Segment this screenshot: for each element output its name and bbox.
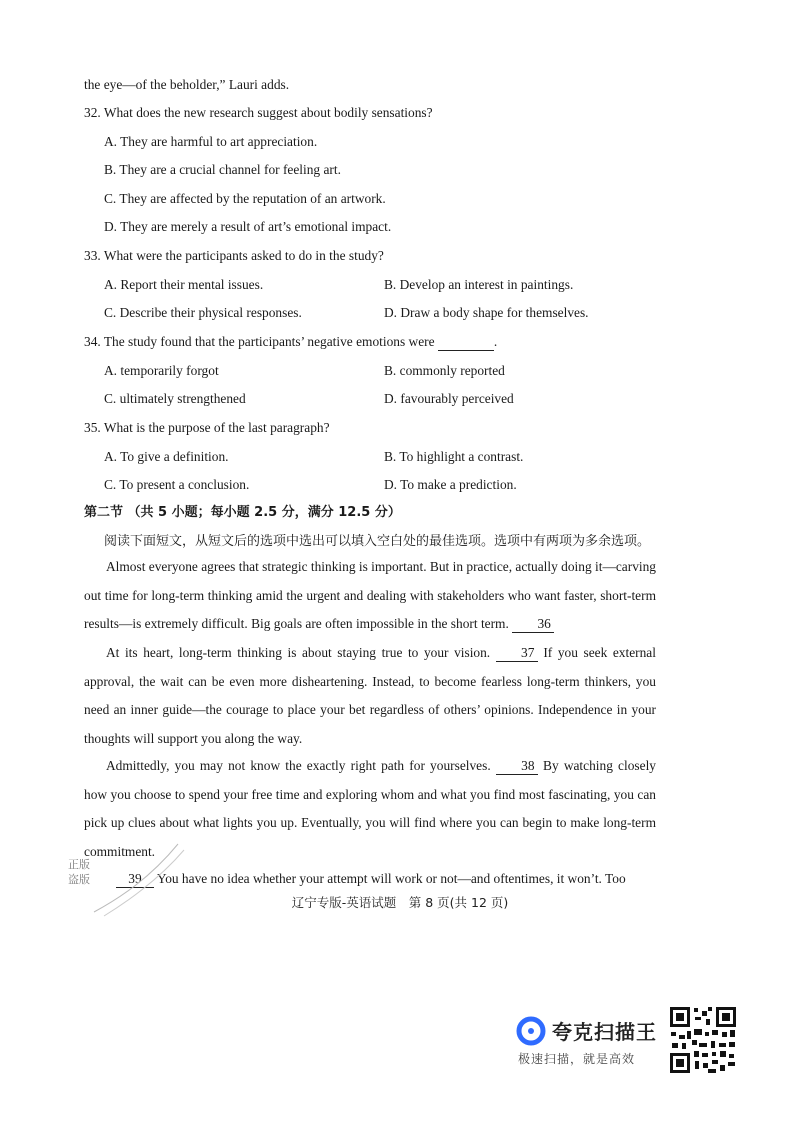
question-34-stem — [84, 333, 497, 351]
stamp-line-1: 正版 — [68, 858, 90, 871]
question-32-option-d[interactable]: D. They are merely a result of art’s emotional impact. — [104, 219, 392, 234]
paragraph-2-text-a: At its heart, long-term thinking is about staying true to your vision. — [106, 645, 491, 660]
question-32-stem: 32. What does the new research suggest about bodily sensations? — [84, 105, 433, 120]
blank-36[interactable]: 36 — [512, 616, 554, 633]
blank-39[interactable]: 39 — [116, 871, 154, 888]
question-33-option-d[interactable]: D. Draw a body shape for themselves. — [384, 305, 589, 320]
question-34-option-b[interactable]: B. commonly reported — [384, 363, 505, 378]
paragraph-1 — [84, 553, 656, 639]
question-33-stem: 33. What were the participants asked to do in the study? — [84, 248, 384, 263]
paragraph-2-text-b: If you seek external approval, the wait can be even more disheartening. Instead, to become fearless long-term thinkers, you need an inner guide—the courage to place your bet regardless of others’ opinions. Independence in your thoughts will support you along the way. — [84, 645, 656, 746]
scanner-branding — [512, 1010, 672, 1072]
question-35-option-b[interactable]: B. To highlight a contrast. — [384, 449, 524, 464]
paragraph-4-text: You have no idea whether your attempt will work or not—and oftentimes, it won’t. Too — [156, 871, 626, 886]
paragraph-4 — [116, 870, 626, 888]
section-2-instruction: 阅读下面短文，从短文后的选项中选出可以填入空白处的最佳选项。选项中有两项为多余选项。 — [104, 534, 651, 549]
paragraph-3-text-a: Admittedly, you may not know the exactly right path for yourselves. — [106, 758, 491, 773]
question-35-option-c[interactable]: C. To present a conclusion. — [104, 477, 250, 492]
paragraph-1-text: Almost everyone agrees that strategic thinking is important. But in practice, actually doing it—carving out time for long-term thinking amid the urgent and dealing with stakeholders who want faster, short-term results—is extremely difficult. Big goals are often impossible in the short term. — [84, 559, 656, 631]
question-35-option-a[interactable]: A. To give a definition. — [104, 449, 229, 464]
question-32-option-a[interactable]: A. They are harmful to art appreciation. — [104, 134, 318, 149]
stamp-line-2: 盗版 — [68, 873, 90, 886]
scanner-slogan: 极速扫描，就是高效 — [518, 1052, 636, 1066]
question-34-option-a[interactable]: A. temporarily forgot — [104, 363, 219, 378]
question-35-stem: 35. What is the purpose of the last paragraph? — [84, 420, 330, 435]
question-34-blank — [438, 334, 494, 351]
paragraph-3-text-b: By watching closely how you choose to spend your free time and exploring whom and what you find most fascinating, you can pick up clues about what lights you up. Eventually, you will find where you can begin to make long-term commitment. — [84, 758, 656, 859]
question-32-option-b[interactable]: B. They are a crucial channel for feeling art. — [104, 162, 341, 177]
scanner-name: 夸克扫描王 — [552, 1020, 657, 1044]
page-footer: 辽宁专版-英语试题 第 8 页(共 12 页) — [291, 895, 509, 910]
question-33-option-c[interactable]: C. Describe their physical responses. — [104, 305, 302, 320]
scanner-logo-icon — [516, 1016, 546, 1046]
question-34-option-d[interactable]: D. favourably perceived — [384, 391, 514, 406]
question-34-stem-end: . — [493, 334, 498, 349]
question-32-option-c[interactable]: C. They are affected by the reputation of an artwork. — [104, 191, 386, 206]
question-35-option-d[interactable]: D. To make a prediction. — [384, 477, 517, 492]
blank-37[interactable]: 37 — [496, 645, 538, 662]
question-33-option-a[interactable]: A. Report their mental issues. — [104, 277, 264, 292]
question-34-option-c[interactable]: C. ultimately strengthened — [104, 391, 246, 406]
section-2-title: 第二节 （共 5 小题；每小题 2.5 分，满分 12.5 分） — [84, 505, 401, 520]
question-34-stem-text: 34. The study found that the participants’ negative emotions were — [84, 334, 435, 349]
qr-code-icon — [668, 1005, 738, 1075]
blank-38[interactable]: 38 — [496, 758, 538, 775]
passage-tail: the eye—of the beholder,” Lauri adds. — [84, 77, 290, 92]
paragraph-2 — [84, 639, 656, 753]
question-33-option-b[interactable]: B. Develop an interest in paintings. — [384, 277, 574, 292]
